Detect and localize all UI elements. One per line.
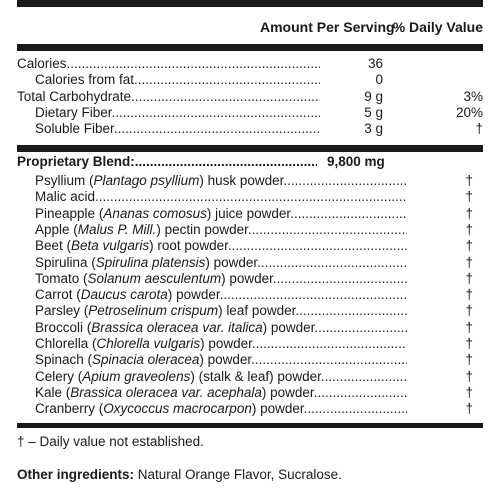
proprietary-blend-row [17, 154, 483, 170]
nutrient-label: Total Carbohydrate ..... [17, 89, 320, 105]
other-ingredients-text: Natural Orange Flavor, Sucralose. [137, 467, 342, 482]
blend-ingredient-label: Psyllium (Plantago psyllium) husk powder ..... [35, 173, 407, 189]
blend-ingredient-row [17, 255, 483, 271]
blend-ingredient-row [17, 369, 483, 385]
blend-ingredient-daily-value: † [465, 189, 473, 205]
blend-ingredient-row [17, 336, 483, 352]
nutrient-amount: 0 [375, 72, 383, 87]
footnote: † – Daily value not established. [17, 434, 204, 449]
nutrient-row [17, 105, 483, 121]
blend-ingredient-label: Cranberry (Oxycoccus macrocarpon) powder ..... [35, 401, 407, 417]
top-thick-rule [17, 0, 483, 7]
blend-ingredient-daily-value: † [465, 221, 473, 237]
nutrient-label: Dietary Fiber ..... [35, 105, 320, 121]
blend-ingredient-daily-value: † [465, 287, 473, 303]
blend-ingredient-label: Carrot (Daucus carota) powder ..... [35, 287, 407, 303]
amount-per-serving-header: Amount Per Serving [260, 19, 395, 35]
proprietary-blend-amount: 9,800 mg [327, 154, 385, 169]
blend-ingredient-row [17, 287, 483, 303]
blend-ingredient-label: Chlorella (Chlorella vulgaris) powder ..... [35, 336, 407, 352]
daily-value-header: % Daily Value [392, 19, 483, 35]
nutrient-label: Calories from fat ..... [35, 72, 320, 88]
blend-ingredient-label: Malic acid ..... [35, 189, 407, 205]
blend-ingredient-label: Spirulina (Spirulina platensis) powder ..... [35, 255, 407, 271]
blend-ingredient-row [17, 222, 483, 238]
blend-ingredient-label: Apple (Malus P. Mill.) pectin powder ..... [35, 222, 407, 238]
blend-ingredient-label: Spinach (Spinacia oleracea) powder ..... [35, 352, 407, 368]
blend-ingredient-daily-value: † [465, 336, 473, 351]
blend-ingredient-row [17, 385, 483, 401]
nutrient-row [17, 89, 483, 105]
blend-ingredient-label: Tomato (Solanum aesculentum) powder ..... [35, 271, 407, 287]
nutrient-row [17, 72, 483, 88]
blend-ingredient-label: Celery (Apium graveolens) (stalk & leaf) powder ..... [35, 369, 407, 385]
nutrient-daily-value: 20% [455, 105, 483, 120]
nutrient-label: Calories ..... [17, 56, 320, 72]
blend-ingredient-row [17, 271, 483, 287]
blend-ingredient-daily-value: † [465, 319, 473, 335]
blend-ingredient-daily-value: † [465, 401, 473, 417]
blend-ingredient-daily-value: † [465, 238, 473, 254]
blend-ingredient-label: Pineapple (Ananas comosus) juice powder ..... [35, 206, 407, 222]
blend-ingredient-label: Parsley (Petroselinum crispum) leaf powder ..... [35, 303, 407, 319]
nutrient-amount: 5 g [364, 105, 383, 120]
header-thick-rule [17, 44, 483, 51]
blend-ingredient-label: Kale (Brassica oleracea var. acephala) powder ..... [35, 385, 407, 401]
nutrient-amount: 9 g [364, 89, 383, 104]
nutrient-row [17, 56, 483, 72]
blend-ingredient-label: Broccoli (Brassica oleracea var. italica) powder ..... [35, 320, 407, 336]
blend-ingredient-daily-value: † [465, 384, 473, 400]
bottom-thick-rule [17, 423, 483, 428]
blend-ingredient-daily-value: † [465, 270, 473, 286]
blend-ingredient-label: Beet (Beta vulgaris) root powder ..... [35, 238, 407, 254]
nutrient-daily-value: † [475, 121, 483, 136]
blend-ingredient-row [17, 303, 483, 319]
nutrient-label: Soluble Fiber ..... [35, 121, 320, 137]
blend-ingredient-row [17, 189, 483, 205]
blend-ingredient-row [17, 238, 483, 254]
blend-ingredient-row [17, 206, 483, 222]
blend-ingredient-daily-value: † [465, 368, 473, 384]
nutrient-amount: 3 g [364, 121, 383, 136]
proprietary-blend-label: Proprietary Blend: ..... [17, 154, 317, 170]
other-ingredients [17, 467, 342, 483]
blend-ingredient-row [17, 320, 483, 336]
nutrient-amount: 36 [367, 56, 383, 71]
mid-thick-rule [17, 145, 483, 152]
nutrient-daily-value: 3% [463, 89, 483, 104]
blend-ingredient-daily-value: † [465, 173, 473, 188]
blend-ingredient-daily-value: † [465, 352, 473, 368]
blend-ingredient-row [17, 401, 483, 417]
blend-ingredient-row [17, 352, 483, 368]
other-ingredients-label: Other ingredients: [17, 467, 135, 482]
nutrient-row [17, 121, 483, 137]
blend-ingredient-daily-value: † [465, 303, 473, 319]
blend-ingredient-row [17, 173, 483, 189]
blend-ingredient-daily-value: † [465, 254, 473, 270]
blend-ingredient-daily-value: † [465, 205, 473, 221]
